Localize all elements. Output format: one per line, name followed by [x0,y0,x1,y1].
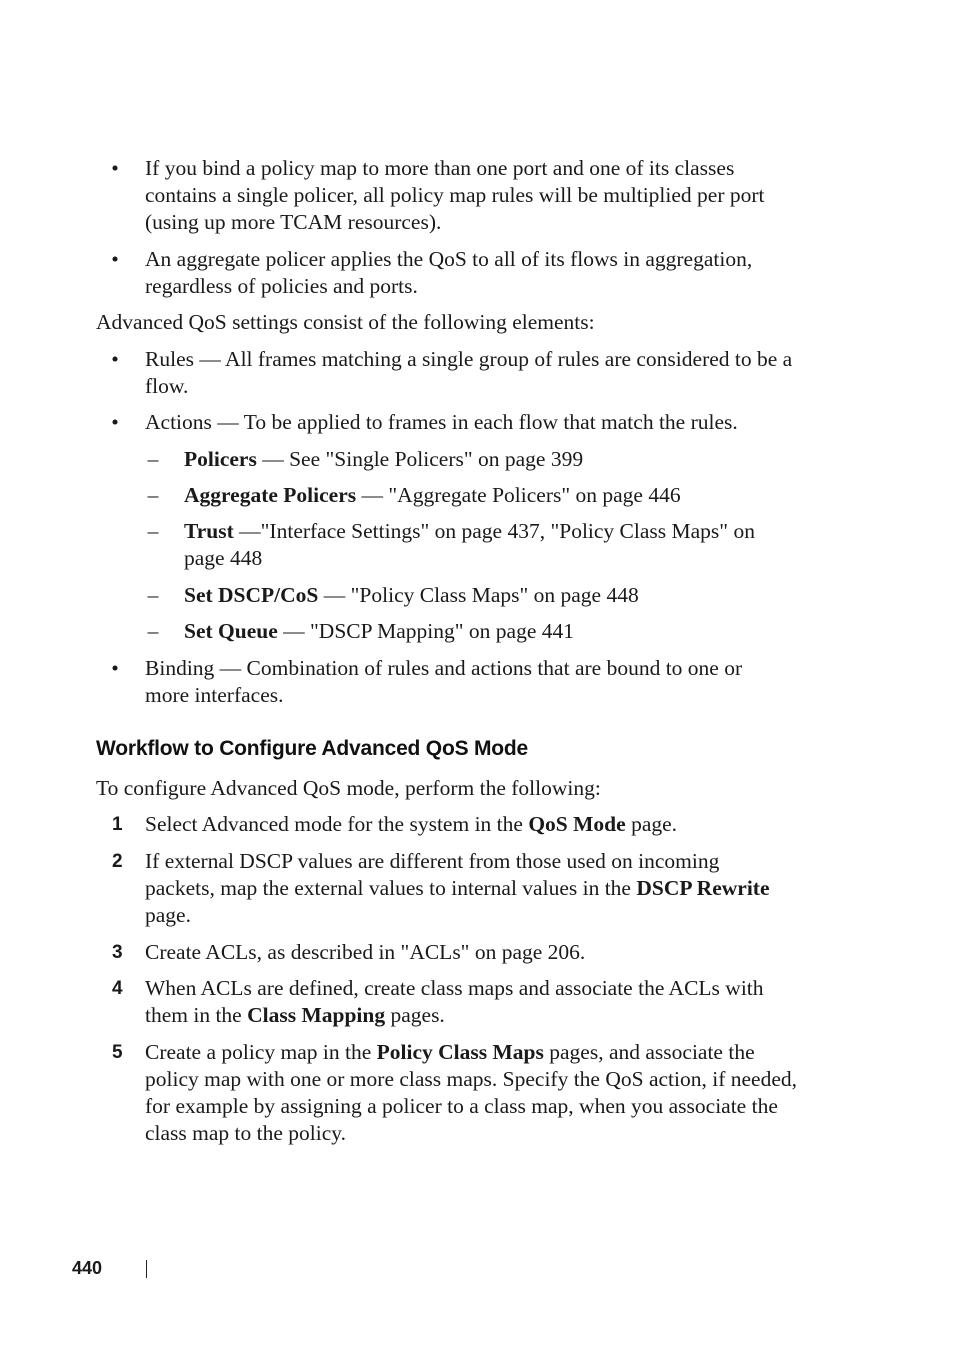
intro-paragraph: Advanced QoS settings consist of the following elements: [96,310,595,334]
step-number: 2 [112,851,123,872]
step-text [145,848,825,929]
action-reference: — "Policy Class Maps" on page 448 [318,583,639,607]
bullet-mark: • [111,247,119,271]
text-span: page. [625,812,678,836]
workflow-intro: To configure Advanced QoS mode, perform the following: [96,776,601,800]
text-line: flow. [145,374,189,398]
action-reference: — "DSCP Mapping" on page 441 [277,619,575,643]
ui-page-name: Policy Class Maps [376,1040,544,1064]
text-line: (using up more TCAM resources). [145,210,442,234]
step-number: 3 [112,942,123,963]
bullet-text [145,409,825,436]
action-reference-continued: page 448 [184,546,263,570]
step-number: 1 [112,814,123,835]
text-line: If external DSCP values are different from those used on incoming [145,849,720,873]
step-number: 5 [112,1042,123,1063]
dash-mark: – [147,519,159,543]
text-line: Actions — To be applied to frames in each flow that match the rules. [145,410,738,434]
bullet-text [145,155,825,236]
bullet-mark: • [111,656,119,680]
step-text [145,1039,825,1147]
step-text [145,811,825,838]
text-line: Binding — Combination of rules and actions that are bound to one or [145,656,743,680]
action-text [184,482,824,509]
footer-divider [146,1260,147,1278]
text-span: Select Advanced mode for the system in the [145,812,529,836]
action-text [184,518,824,572]
text-line: policy map with one or more class maps. Specify the QoS action, if needed, [145,1067,798,1091]
text-span: them in the [145,1003,248,1027]
bullet-mark: • [111,156,119,180]
page-number: 440 [72,1258,103,1278]
bullet-text [145,655,825,709]
ui-page-name: QoS Mode [528,812,626,836]
text-line: contains a single policer, all policy map rules will be multiplied per port [145,183,765,207]
ui-page-name: Class Mapping [247,1003,386,1027]
text-line: When ACLs are defined, create class maps and associate the ACLs with [145,976,764,1000]
text-line: Create ACLs, as described in "ACLs" on page 206. [145,940,586,964]
action-text [184,446,824,473]
action-name: Trust [184,519,234,543]
action-reference: — "Aggregate Policers" on page 446 [356,483,681,507]
ui-page-name: DSCP Rewrite [636,876,770,900]
text-line: An aggregate policer applies the QoS to all of its flows in aggregation, [145,247,753,271]
action-text [184,618,824,645]
text-span: pages. [385,1003,445,1027]
step-text [145,975,825,1029]
bullet-text [145,346,825,400]
action-reference: —"Interface Settings" on page 437, "Policy Class Maps" on [233,519,755,543]
action-name: Aggregate Policers [184,483,357,507]
text-line: Rules — All frames matching a single group of rules are considered to be a [145,347,793,371]
step-text [145,939,825,966]
section-heading: Workflow to Configure Advanced QoS Mode [96,737,529,760]
text-span: packets, map the external values to internal values in the [145,876,637,900]
step-number: 4 [112,978,123,999]
text-span: Create a policy map in the [145,1040,377,1064]
text-line: If you bind a policy map to more than one port and one of its classes [145,156,735,180]
dash-mark: – [147,583,159,607]
text-line: for example by assigning a policer to a class map, when you associate the [145,1094,778,1118]
action-name: Set Queue [184,619,278,643]
action-reference: — See "Single Policers" on page 399 [256,447,584,471]
dash-mark: – [147,619,159,643]
dash-mark: – [147,447,159,471]
action-name: Set DSCP/CoS [184,583,319,607]
bullet-text [145,246,825,300]
text-line: class map to the policy. [145,1121,347,1145]
dash-mark: – [147,483,159,507]
text-line: regardless of policies and ports. [145,274,418,298]
bullet-mark: • [111,347,119,371]
text-line: more interfaces. [145,683,284,707]
bullet-mark: • [111,410,119,434]
action-text [184,582,824,609]
text-line: page. [145,903,191,927]
action-name: Policers [184,447,257,471]
text-span: pages, and associate the [543,1040,755,1064]
